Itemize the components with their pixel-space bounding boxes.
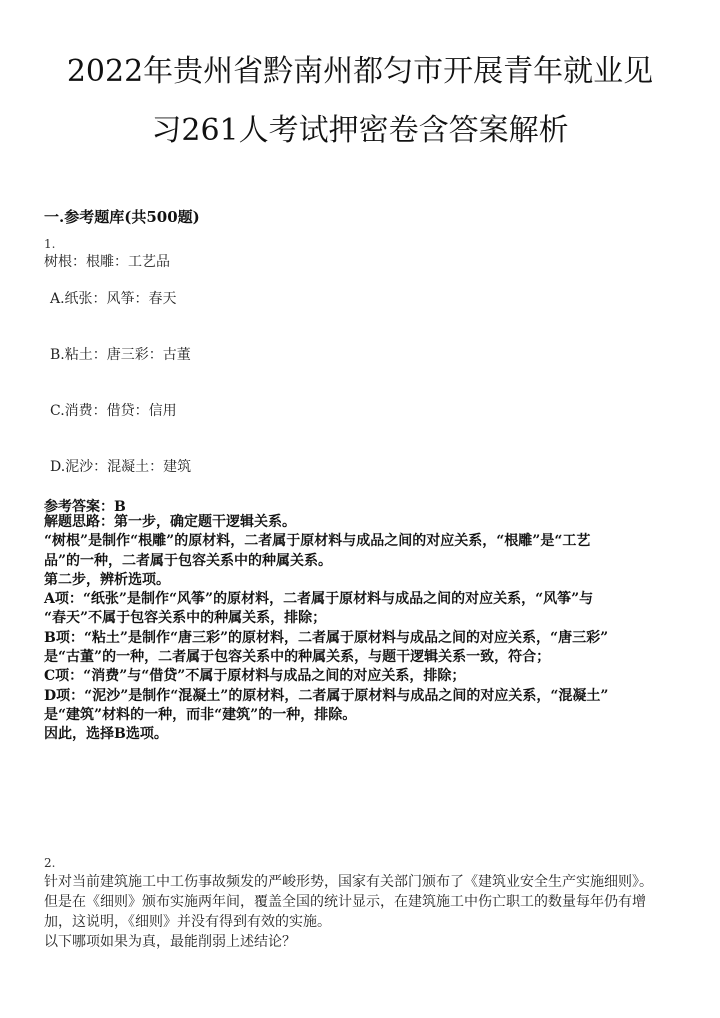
explanation-line: “春天”不属于包容关系中的种属关系，排除； xyxy=(44,610,327,627)
explanation-line: 第二步，辨析选项。 xyxy=(44,571,170,588)
explanation-line: C项：“消费”与“借贷”不属于原材料与成品之间的对应关系，排除； xyxy=(44,668,466,685)
question-1-option-c: C.消费：借贷：信用 xyxy=(50,403,177,419)
question-1-stem: 树根：根雕：工艺品 xyxy=(44,254,170,270)
question-1-option-d: D.泥沙：混凝土：建筑 xyxy=(50,459,192,475)
question-2-stem xyxy=(44,872,684,952)
question-1-explanation xyxy=(44,513,684,745)
question-2-number: 2. xyxy=(44,856,56,870)
explanation-line: “树根”是制作“根雕”的原材料，二者属于原材料与成品之间的对应关系，“根雕”是“工艺 xyxy=(44,533,591,550)
question-2-line: 但是在《细则》颁布实施两年间，覆盖全国的统计显示，在建筑施工中伤亡职工的数量每年仍有增 xyxy=(44,894,646,910)
explanation-line: D项：“泥沙”是制作“混凝土”的原材料，二者属于原材料与成品之间的对应关系，“混凝土” xyxy=(44,687,609,704)
question-2-line: 加，这说明，《细则》并没有得到有效的实施。 xyxy=(44,914,331,930)
explanation-line: 是“建筑”材料的一种，而非“建筑”的一种，排除。 xyxy=(44,706,357,723)
explanation-line: A项：“纸张”是制作“风筝”的原材料，二者属于原材料与成品之间的对应关系，“风筝”与 xyxy=(44,591,594,608)
question-1-number: 1. xyxy=(44,237,56,251)
document-title-line-1: 2022年贵州省黔南州都匀市开展青年就业见 xyxy=(66,54,654,89)
question-1-answer: 参考答案：B xyxy=(44,499,126,515)
question-2-line: 以下哪项如果为真，最能削弱上述结论？ xyxy=(44,934,296,950)
explanation-line: B项：“粘土”是制作“唐三彩”的原材料，二者属于原材料与成品之间的对应关系，“唐三彩” xyxy=(44,629,609,646)
question-1-option-a: A.纸张：风筝：春天 xyxy=(50,291,177,307)
question-2-line: 针对当前建筑施工中工伤事故频发的严峻形势，国家有关部门颁布了《建筑业安全生产实施细则》。 xyxy=(44,874,653,890)
explanation-line: 因此，选择B选项。 xyxy=(44,726,168,743)
explanation-line: 是“古董”的一种，二者属于包容关系中的种属关系，与题干逻辑关系一致，符合； xyxy=(44,649,551,666)
document-title-line-2: 习261人考试押密卷含答案解析 xyxy=(151,113,569,148)
section-heading: 一.参考题库(共500题) xyxy=(44,208,200,226)
explanation-line: 解题思路：第一步，确定题干逻辑关系。 xyxy=(44,514,296,530)
question-1-option-b: B.粘土：唐三彩：古董 xyxy=(50,347,191,363)
explanation-line: 品”的一种，二者属于包容关系中的种属关系。 xyxy=(44,552,333,569)
